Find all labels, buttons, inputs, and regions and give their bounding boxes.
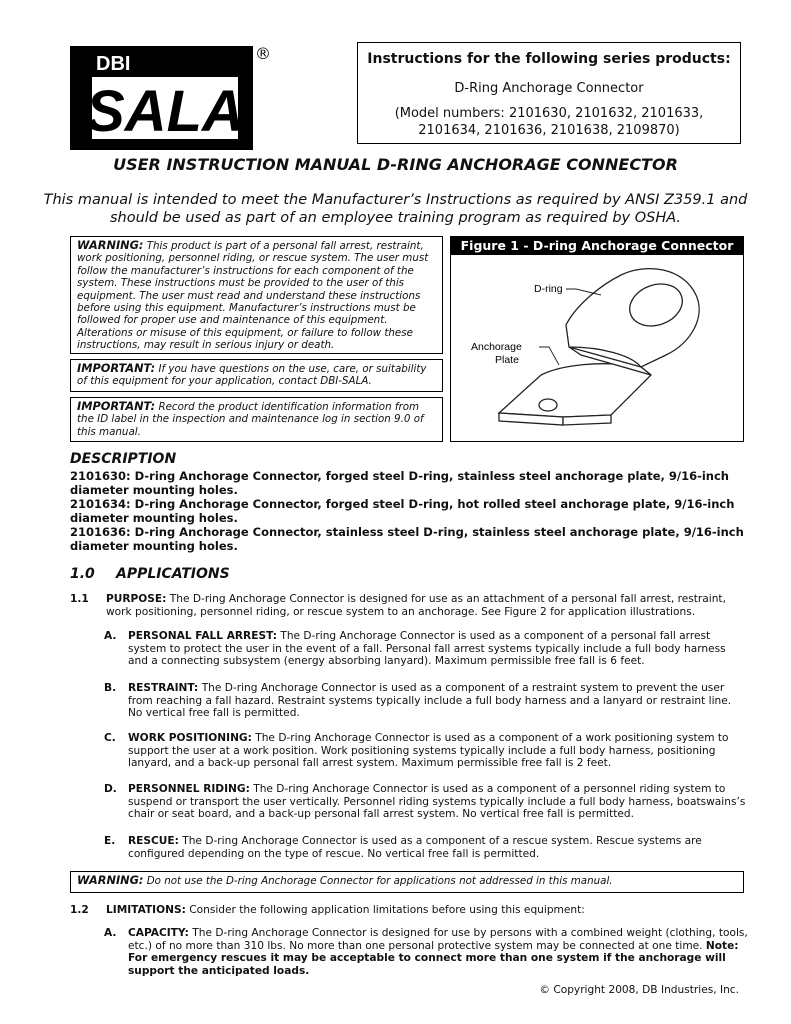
item-letter: D.: [104, 783, 117, 795]
purpose-text: The D-ring Anchorage Connector is designed for use as an attachment of a personal fall arrest, restraint, work positioning, personnel riding, or rescue system to an anchorage. See Figure 2 for application illustrations.: [106, 593, 726, 618]
purpose-paragraph: [106, 593, 751, 618]
logo-top-text: DBI: [96, 53, 131, 75]
description-item: 2101630: D-ring Anchorage Connector, forged steel D-ring, stainless steel anchorage plate, 9/16-inch diameter mounting holes.: [70, 469, 729, 497]
warning-label: WARNING:: [77, 239, 144, 252]
limitations-paragraph: [106, 904, 746, 917]
item-text: The D-ring Anchorage Connector is used as a component of a restraint system to prevent the user from reaching a fall hazard. Restraint systems typically include a full body harness and a lanyard or restraint line. No vertical free fall is permitted.: [128, 682, 732, 720]
warning-label: WARNING:: [77, 874, 144, 887]
description-list: [70, 469, 750, 553]
section-title: APPLICATIONS: [116, 566, 230, 582]
model-numbers: (Model numbers: 2101630, 2101632, 2101633, 2101634, 2101636, 2101638, 2109870): [394, 106, 704, 138]
item-letter: A.: [104, 630, 117, 642]
item-text: The D-ring Anchorage Connector is used as a component of a rescue system. Rescue systems are configured depending on the type of rescue. No vertical free fall is permitted.: [128, 835, 702, 860]
important-text: If you have questions on the use, care, or suitability of this equipment for your application, contact DBI-SALA.: [77, 363, 427, 388]
important-box-questions: [70, 359, 443, 392]
application-item: [128, 682, 748, 720]
description-item: 2101636: D-ring Anchorage Connector, stainless steel D-ring, stainless steel anchorage plate, 9/16-inch diameter mounting holes.: [70, 525, 744, 553]
application-item: [128, 630, 748, 668]
section-heading-applications: [70, 566, 230, 582]
important-box-record: [70, 397, 443, 442]
copyright: © Copyright 2008, DB Industries, Inc.: [539, 984, 739, 996]
label-d-ring: D-ring: [534, 283, 563, 295]
item-label: PERSONAL FALL ARREST:: [128, 630, 277, 642]
limitations-text: Consider the following application limitations before using this equipment:: [189, 904, 585, 916]
capacity-label: CAPACITY:: [128, 927, 189, 939]
description-heading: DESCRIPTION: [70, 451, 177, 467]
item-letter: E.: [104, 835, 116, 847]
application-item: [128, 783, 748, 821]
series-products-title: Instructions for the following series products:: [367, 51, 731, 67]
description-item: 2101634: D-ring Anchorage Connector, forged steel D-ring, hot rolled steel anchorage plate, 9/16-inch diameter mounting holes.: [70, 497, 735, 525]
important-label: IMPORTANT:: [77, 400, 156, 413]
dbi-sala-logo: [70, 46, 253, 150]
series-products-box: [357, 42, 741, 144]
label-plate: Plate: [495, 354, 519, 366]
label-anchorage: Anchorage: [471, 341, 522, 353]
capacity-item: [128, 927, 748, 977]
application-item: [128, 835, 748, 860]
important-text: Record the product identification information from the ID label in the inspection and maintenance log in section 9.0 of this manual.: [77, 401, 424, 438]
figure-title: Figure 1 - D-ring Anchorage Connector: [451, 237, 743, 255]
capacity-note: Note: For emergency rescues it may be acceptable to connect more than one system if the anchorage will support the anticipated loads.: [128, 939, 739, 977]
item-text: The D-ring Anchorage Connector is used as a component of a personnel riding system to suspend or transport the user vertically. Personnel riding systems typically include a full body harness, boatswains’s chair or seat board, and a back-up personal fall arrest system. No vertical free fall is permitted.: [128, 783, 746, 821]
warning-text: This product is part of a personal fall arrest, restraint, work positioning, personnel riding, or rescue system. The user must follow the manufacturer’s instructions for each component of the system. These instructions must be provided to the user of this equipment. The user must read and understand these instructions before using this equipment. Manufacturer’s instructions must be followed for proper use and maintenance of this equipment. Alterations or misuse of this equipment, or failure to follow these instructions, may result in serious injury or death.: [77, 240, 429, 352]
registered-mark: ®: [255, 44, 271, 63]
subsection-number: 1.1: [70, 593, 89, 605]
item-label: PERSONNEL RIDING:: [128, 783, 250, 795]
application-item: [128, 732, 748, 770]
warning-box-applications: [70, 871, 744, 893]
section-number: 1.0: [70, 566, 95, 582]
warning-text: Do not use the D-ring Anchorage Connector for applications not addressed in this manual.: [146, 875, 613, 887]
item-label: WORK POSITIONING:: [128, 732, 252, 744]
item-text: The D-ring Anchorage Connector is used as a component of a work positioning system to support the user at a work position. Work positioning systems typically include a full body harness, positioning lanyard, and a back-up personal fall arrest system. Maximum permissible free fall is 2 feet.: [128, 732, 729, 770]
item-label: RESCUE:: [128, 835, 179, 847]
logo-main-text: SALA: [86, 79, 244, 144]
purpose-label: PURPOSE:: [106, 593, 167, 605]
item-letter: C.: [104, 732, 116, 744]
warning-box: [70, 236, 443, 354]
item-text: The D-ring Anchorage Connector is used as a component of a personal fall arrest system to protect the user in the event of a fall. Personal fall arrest systems typically include a full body harness and a connecting subsystem (energy absorbing lanyard). Maximum permissible free fall is 6 feet.: [128, 630, 726, 668]
capacity-text: The D-ring Anchorage Connector is designed for use by persons with a combined weight (clothing, tools, etc.) of no more than 310 lbs. No more than one personal protective system may be connected at one time.: [128, 927, 748, 952]
item-label: RESTRAINT:: [128, 682, 199, 694]
document-title: USER INSTRUCTION MANUAL D-RING ANCHORAGE CONNECTOR: [113, 155, 678, 174]
item-letter: A.: [104, 927, 117, 939]
product-name: D-Ring Anchorage Connector: [454, 81, 644, 96]
subsection-number: 1.2: [70, 904, 89, 916]
d-ring-illustration: [451, 255, 743, 441]
item-letter: B.: [104, 682, 117, 694]
important-label: IMPORTANT:: [77, 362, 156, 375]
limitations-label: LIMITATIONS:: [106, 904, 186, 916]
intro-paragraph: This manual is intended to meet the Manufacturer’s Instructions as required by ANSI Z359.1 and should be used as part of an employee training program as required by OSHA.: [43, 192, 748, 226]
figure-1: [450, 236, 744, 442]
